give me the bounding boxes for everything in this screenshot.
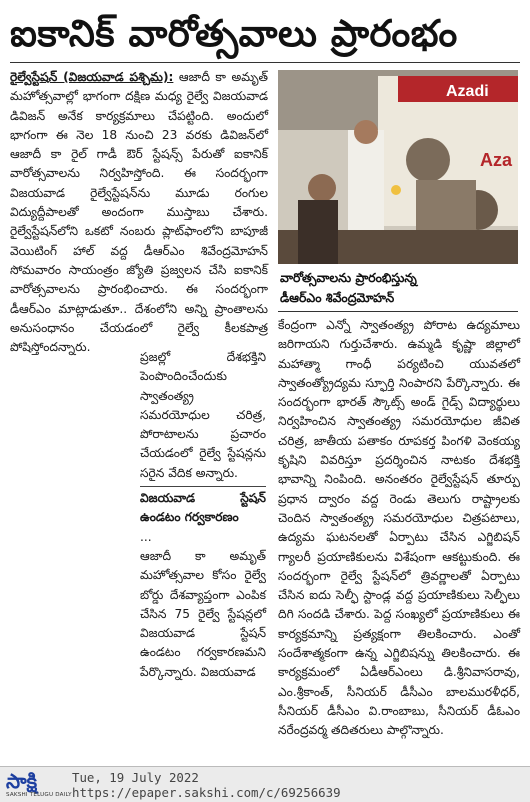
photo-caption xyxy=(280,268,518,308)
subhead-ellipsis: ... xyxy=(140,529,152,544)
caption-line-1: వారోత్సవాలను ప్రారంభిస్తున్న xyxy=(280,270,417,285)
photo-illustration xyxy=(278,70,518,264)
subhead-divider xyxy=(140,486,266,487)
sakshi-logo xyxy=(6,769,72,800)
caption-rule xyxy=(278,311,518,312)
subhead: విజయవాడ స్టేషన్ ఉండటం గర్వకారణం xyxy=(140,491,266,525)
lead-paragraph xyxy=(10,68,268,357)
headline: ఐకానిక్ వారోత్సవాలు ప్రారంభం xyxy=(10,12,458,55)
article-left-column xyxy=(10,68,268,357)
right-paragraph: కేంద్రంగా ఎన్నో స్వాతంత్య్ర పోరాట ఉద్యమాలు జరిగాయని గుర్తుచేశారు. ఉమ్మడి కృష్ణా జిల్లాలో మహాత్మా గాంధీ పర్యటించి యువతలో స్వాతంత్య్రోద్యమ స్ఫూర్తి నింపారని పేర్కొన్నారు. ఈ సందర్భంగా భారత్ స్కౌట్స్ అండ్ గైడ్స్ విద్యార్థులు నిర్వహించిన స్వాతంత్య్ర సమరయోధుల జీవిత చరిత్ర, జాతీయ పతాకం రూపకర్త పింగళి వెంకయ్య కృషిని వివరిస్తూ ప్రదర్శించిన నాటకం దేశభక్తి భావాన్ని నింపింది. అనంతరం రైల్వేస్టేషన్ తూర్పు ప్రధాన ద్వారం వద్ద రెండు తెలుగు రాష్ట్రాలకు చెందిన స్వాతంత్య్ర సమరయోధుల చిత్రపటాలు, ఉద్యమ ఘటనలతో ఏర్పాటు చేసిన ఎగ్జిబిషన్ గ్యాలరీ ప్రయాణికులను విశేషంగా ఆకట్టుకుంది. ఈ సందర్భంగా రైల్వే స్టేషన్‌లో త్రివర్ణాలతో ఏర్పాటు చేసిన ఐదు సెల్ఫీ స్టాండ్ల వద్ద ప్రయాణికులు సెల్ఫీలు దిగి సందడి చేశారు. పెద్ద సంఖ్యలో ప్రయాణికులు ఈ కార్యక్రమాన్ని ప్రత్యక్షంగా తిలకించారు. ఎంతో సందేశాత్మకంగా ఉన్న ఎగ్జిబిషన్ను తిలకించారు. ఈ కార్యక్రమంలో ఏడీఆర్‌ఎంలు డి.శ్రీనివాసరావు, ఎం.శ్రీకాంత్, సీనియర్ డీసీఎం బాలమురళీధర్, సీనియర్ డీసీఎం వి.రాంబాబు, సీనియర్ డీఓఎం నరేంద్రవర్మ తదితరులు పాల్గొన్నారు. xyxy=(278,318,520,738)
banner-text-1: Azadi xyxy=(446,83,489,100)
caption-line-2: డీఆర్‌ఎం శివేంద్రమోహన్ xyxy=(280,290,395,305)
logo-wordmark: సాక్షి xyxy=(6,769,38,793)
article-photo xyxy=(278,70,518,264)
footer-bar xyxy=(0,766,530,802)
narrow-paragraph-2: ఆజాదీ కా అమృత్ మహోత్సవాల కోసం రైల్వే బోర్డు దేశవ్యాప్తంగా ఎంపిక చేసిన 75 రైల్వే స్టేషన్లలో విజయవాడ స్టేషన్ ఉండటం గర్వకారణమని పేర్కొన్నారు. విజయవాడ xyxy=(140,548,266,679)
footer-date: Tue, 19 July 2022 xyxy=(72,770,199,785)
article-narrow-column xyxy=(140,348,266,682)
headline-rule xyxy=(10,62,520,63)
dateline: రైల్వేస్టేషన్ (విజయవాడ పశ్చిమ): xyxy=(10,70,174,84)
article-right-column xyxy=(278,316,520,741)
lead-text: ఆజాదీ కా అమృత్ మహోత్సవాల్లో భాగంగా దక్షిణ మధ్య రైల్వే విజయవాడ డివిజన్ అనేక కార్యక్రమాలు చేపట్టింది. అందులో భాగంగా ఈ నెల 18 నుంచి 23 వరకు డివిజన్‌లో ఆజాదీ కా రైల్ గాడీ ఔర్ స్టేషన్స్ పేరుతో ఐకానిక్ వారోత్సవాలను నిర్వహిస్తోంది. ఈ సందర్భంగా విజయవాడ రైల్వేస్టేషన్‌ను మూడు రంగుల విద్యుద్దీపాలతో అందంగా ముస్తాబు చేశారు. రైల్వేస్టేషన్‌లోని ఒకటో నంబరు ప్లాట్‌ఫాంలోని బాపూజీ వెయిటింగ్ హాల్ వద్ద డీఆర్‌ఎం శివేంద్రమోహన్ సోమవారం సాయంత్రం జ్యోతి ప్రజ్వలన చేసి ఐకానిక్ వారోత్సవాలను ప్రారంభించారు. ఈ సందర్భంగా డీఆర్‌ఎం మాట్లాడుతూ.. దేశంలోని అన్ని ప్రాంతాలను అనుసంధానం చేయడంలో రైల్వే కీలకపాత్ర పోషిస్తోందన్నారు. xyxy=(10,70,268,355)
narrow-paragraph-1: ప్రజల్లో దేశభక్తిని పెంపొందించేందుకు స్వాతంత్య్ర సమరయోధుల చరిత్ర, పోరాటాలను ప్రచారం చేయడంలో రైల్వే స్టేషన్లను సరైన వేదిక అన్నారు. xyxy=(140,350,266,480)
banner-text-2: Aza xyxy=(480,150,513,170)
footer-url[interactable]: https://epaper.sakshi.com/c/69256639 xyxy=(72,785,341,800)
logo-subtitle: SAKSHI TELUGU DAILY xyxy=(6,792,72,798)
